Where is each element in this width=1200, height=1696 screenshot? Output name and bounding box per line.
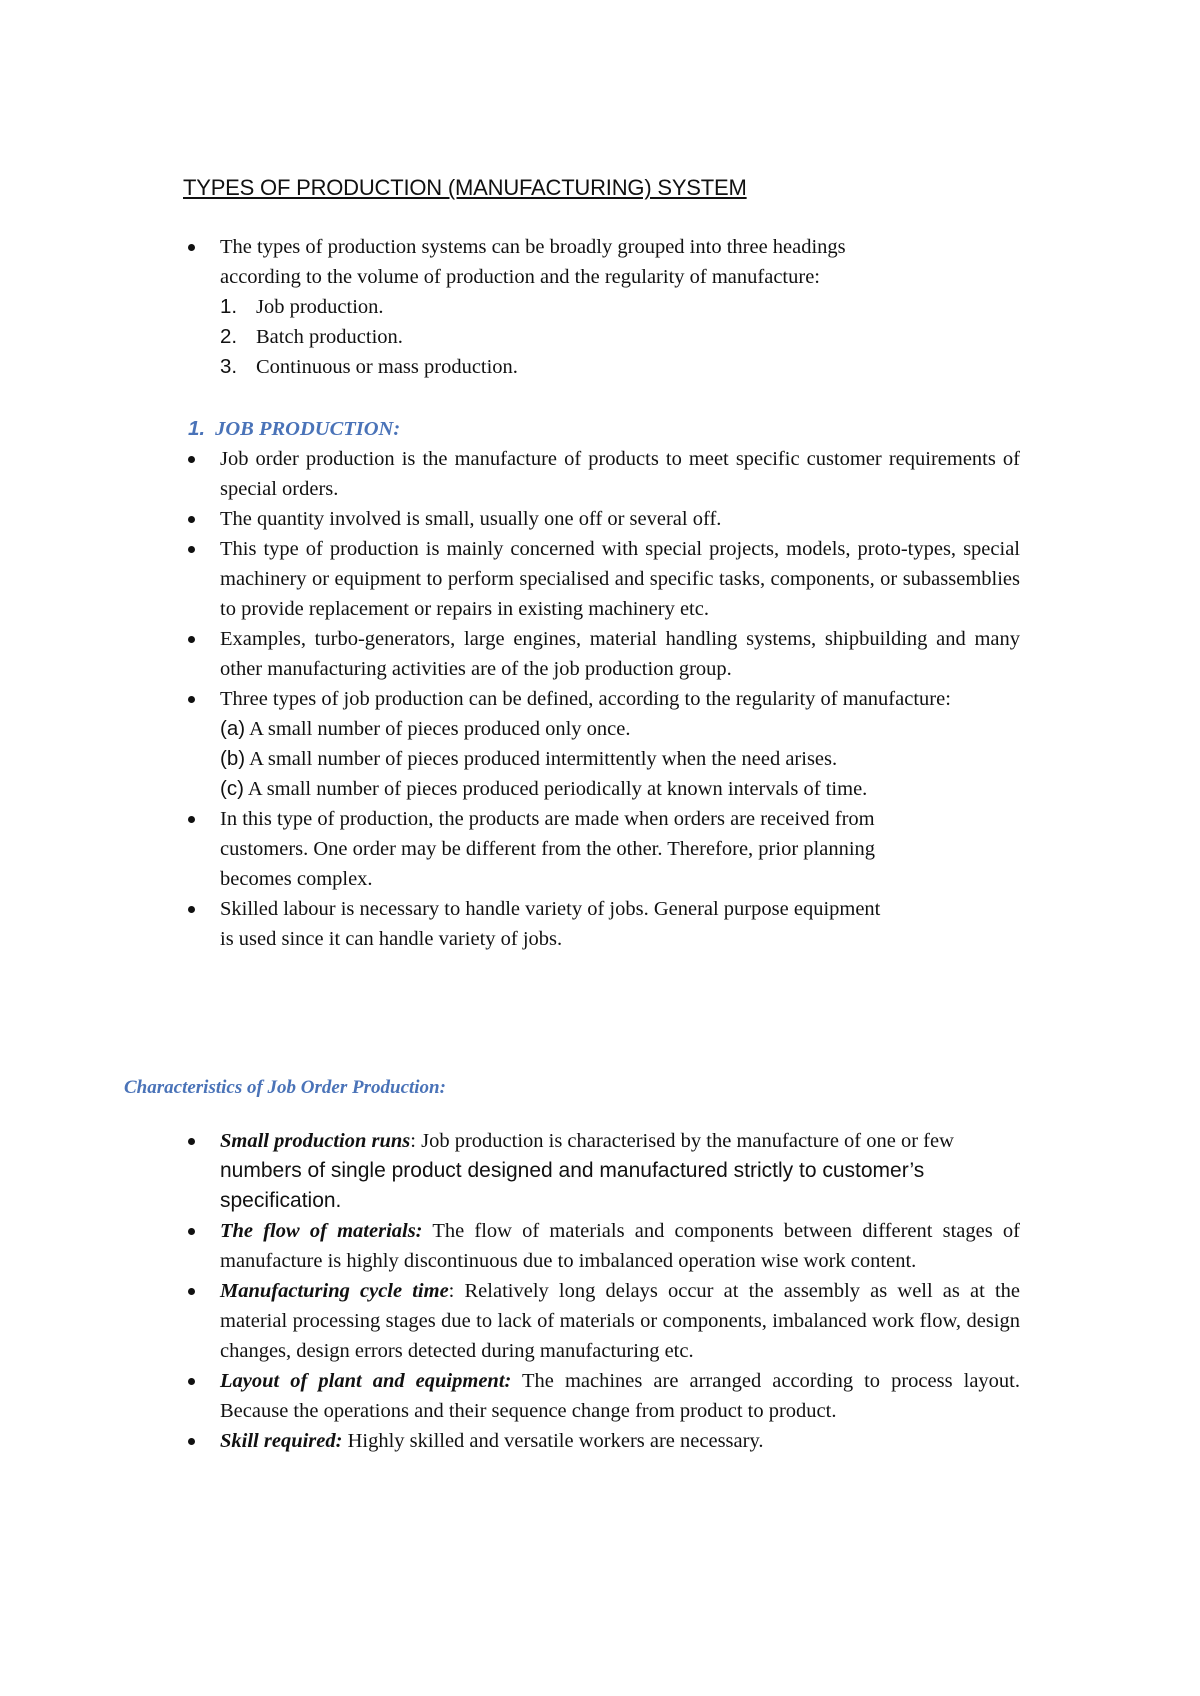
bullet-icon xyxy=(188,1438,195,1445)
list-item: The flow of materials: The flow of materials and components between different stages of manufacture is highly discontinuous due to imbalanced operation wise work content. xyxy=(184,1216,1020,1276)
sub-list-item: (a) A small number of pieces produced only once. xyxy=(220,717,631,740)
bullet-icon xyxy=(188,546,195,553)
list-item: Small production runs: Job production is characterised by the manufacture of one or few numbers of single product designed and manufactured strictly to customer’s specification. xyxy=(184,1126,1016,1216)
list-item: The quantity involved is small, usually one off or several off. xyxy=(184,504,1016,534)
list-item: In this type of production, the products are made when orders are received from customers. One order may be different from the other. Therefore, prior planning becomes complex. xyxy=(184,804,1016,894)
list-item: This type of production is mainly concerned with special projects, models, proto-types, special machinery or equipment to perform specialised and specific tasks, components, or subassemblies to provide replacement or repairs in existing machinery etc. xyxy=(184,534,1020,624)
list-item: Skill required: Highly skilled and versatile workers are necessary. xyxy=(184,1426,1016,1456)
bullet-icon xyxy=(188,1138,195,1145)
numbered-item: 2. Batch production. xyxy=(220,325,403,348)
intro-section xyxy=(184,232,1016,382)
bullet-icon xyxy=(188,516,195,523)
sub-list-item: (c) A small number of pieces produced periodically at known intervals of time. xyxy=(220,777,868,800)
list-item: Skilled labour is necessary to handle variety of jobs. General purpose equipment is used since it can handle variety of jobs. xyxy=(184,894,1016,954)
numbered-item: 1. Job production. xyxy=(220,295,384,318)
job-production-list xyxy=(184,444,1020,954)
characteristics-list xyxy=(184,1126,1021,1456)
list-item: Job order production is the manufacture of products to meet specific customer requirements of special orders. xyxy=(184,444,1020,504)
bullet-icon xyxy=(188,1228,195,1235)
page-title: TYPES OF PRODUCTION (MANUFACTURING) SYSTEM xyxy=(183,175,747,200)
bullet-icon xyxy=(188,816,195,823)
characteristics-heading: Characteristics of Job Order Production: xyxy=(124,1077,446,1098)
section-heading-job-production: 1. JOB PRODUCTION: xyxy=(188,417,401,440)
bullet-icon xyxy=(188,244,195,251)
numbered-item: 3. Continuous or mass production. xyxy=(220,355,518,378)
bullet-icon xyxy=(188,456,195,463)
list-item: Examples, turbo-generators, large engines, material handling systems, shipbuilding and many other manufacturing activities are of the job production group. xyxy=(184,624,1020,684)
list-item: Manufacturing cycle time: Relatively long delays occur at the assembly as well as at the material processing stages due to lack of materials or components, imbalanced work flow, design changes, design errors detected during manufacturing etc. xyxy=(184,1276,1020,1366)
bullet-icon xyxy=(188,906,195,913)
bullet-icon xyxy=(188,696,195,703)
bullet-icon xyxy=(188,1288,195,1295)
bullet-icon xyxy=(188,636,195,643)
list-item: Three types of job production can be defined, according to the regularity of manufacture: xyxy=(184,684,1082,714)
sub-list-item: (b) A small number of pieces produced intermittently when the need arises. xyxy=(220,747,838,770)
bullet-icon xyxy=(188,1378,195,1385)
list-item: The types of production systems can be broadly grouped into three headings according to the volume of production and the regularity of manufacture: xyxy=(184,232,1016,292)
list-item: Layout of plant and equipment: The machines are arranged according to process layout. Because the operations and their sequence change from product to product. xyxy=(184,1366,1020,1426)
